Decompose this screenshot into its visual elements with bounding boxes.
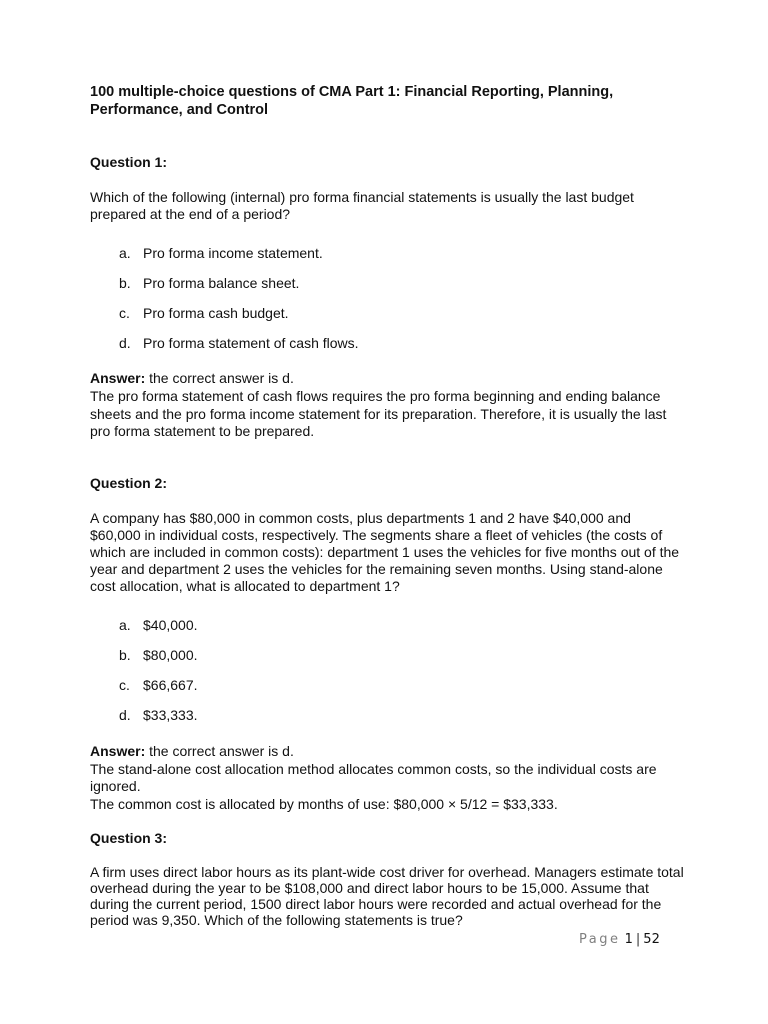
option-text: Pro forma statement of cash flows. — [143, 335, 359, 351]
option-letter: a. — [119, 617, 131, 633]
question-1-option-a — [119, 245, 323, 262]
option-letter: a. — [119, 245, 131, 261]
question-2-explanation-line-3: The common cost is allocated by months of use: $80,000 × 5/12 = $33,333. — [90, 796, 558, 812]
page-footer — [579, 932, 660, 948]
option-text: Pro forma cash budget. — [143, 305, 289, 321]
question-3-stem-line-4: period was 9,350. Which of the following statements is true? — [90, 912, 463, 928]
page-number: 1 — [624, 932, 633, 947]
option-letter: b. — [119, 647, 131, 663]
option-letter: d. — [119, 335, 131, 351]
total-pages: 52 — [643, 932, 660, 947]
option-letter: c. — [119, 677, 130, 693]
question-1-explanation-line-1: The pro forma statement of cash flows requires the pro forma beginning and ending balance — [90, 388, 661, 404]
option-text: $80,000. — [143, 647, 198, 663]
option-letter: c. — [119, 305, 130, 321]
question-1-stem-line-2: prepared at the end of a period? — [90, 206, 291, 222]
question-1-option-b — [119, 275, 299, 292]
option-text: $40,000. — [143, 617, 198, 633]
document-title-line-2: Performance, and Control — [90, 102, 269, 118]
option-text: $33,333. — [143, 707, 198, 723]
question-2-heading: Question 2: — [90, 475, 168, 491]
answer-label: Answer: — [90, 370, 146, 386]
question-1-answer — [90, 370, 294, 387]
document-title-line-1: 100 multiple-choice questions of CMA Part 1: Financial Reporting, Planning, — [90, 84, 614, 100]
question-2-option-a — [119, 617, 198, 634]
question-2-stem-line-1: A company has $80,000 in common costs, plus departments 1 and 2 have $40,000 and — [90, 510, 631, 526]
question-2-option-c — [119, 677, 198, 694]
question-1-stem-line-1: Which of the following (internal) pro forma financial statements is usually the last budget — [90, 189, 634, 205]
question-1-option-d — [119, 335, 359, 352]
question-3-heading: Question 3: — [90, 830, 168, 846]
question-1-explanation-line-2: sheets and the pro forma income statement for its preparation. Therefore, it is usually the last — [90, 406, 667, 422]
answer-text: the correct answer is d. — [145, 743, 294, 759]
page-separator: | — [635, 932, 641, 947]
question-1-explanation-line-3: pro forma statement to be prepared. — [90, 423, 315, 439]
question-2-explanation-line-2: ignored. — [90, 778, 141, 794]
option-text: $66,667. — [143, 677, 198, 693]
document-title — [90, 83, 613, 119]
page-label: Page — [579, 932, 621, 947]
question-1-heading: Question 1: — [90, 154, 168, 170]
question-1-option-c — [119, 305, 289, 322]
question-3-stem-line-2: overhead during the year to be $108,000 and direct labor hours to be 15,000. Assume that — [90, 880, 649, 896]
option-letter: b. — [119, 275, 131, 291]
option-text: Pro forma balance sheet. — [143, 275, 300, 291]
question-2-stem-line-5: cost allocation, what is allocated to department 1? — [90, 578, 400, 594]
question-2-stem-line-3: which are included in common costs): department 1 uses the vehicles for five months out of the — [90, 544, 680, 560]
question-2-answer — [90, 743, 294, 760]
answer-label: Answer: — [90, 743, 146, 759]
option-letter: d. — [119, 707, 131, 723]
question-2-stem-line-4: year and department 2 uses the vehicles for the remaining seven months. Using stand-alone — [90, 561, 663, 577]
answer-text: the correct answer is d. — [145, 370, 294, 386]
question-2-explanation-line-1: The stand-alone cost allocation method allocates common costs, so the individual costs are — [90, 761, 657, 777]
question-2-option-b — [119, 647, 198, 664]
option-text: Pro forma income statement. — [143, 245, 323, 261]
question-2-option-d — [119, 707, 198, 724]
question-2-stem-line-2: $60,000 in individual costs, respectively. The segments share a fleet of vehicles (the costs of — [90, 527, 663, 543]
question-3-stem-line-1: A firm uses direct labor hours as its plant-wide cost driver for overhead. Managers estimate total — [90, 864, 684, 880]
question-3-stem-line-3: during the current period, 1500 direct labor hours were recorded and actual overhead for the — [90, 896, 662, 912]
